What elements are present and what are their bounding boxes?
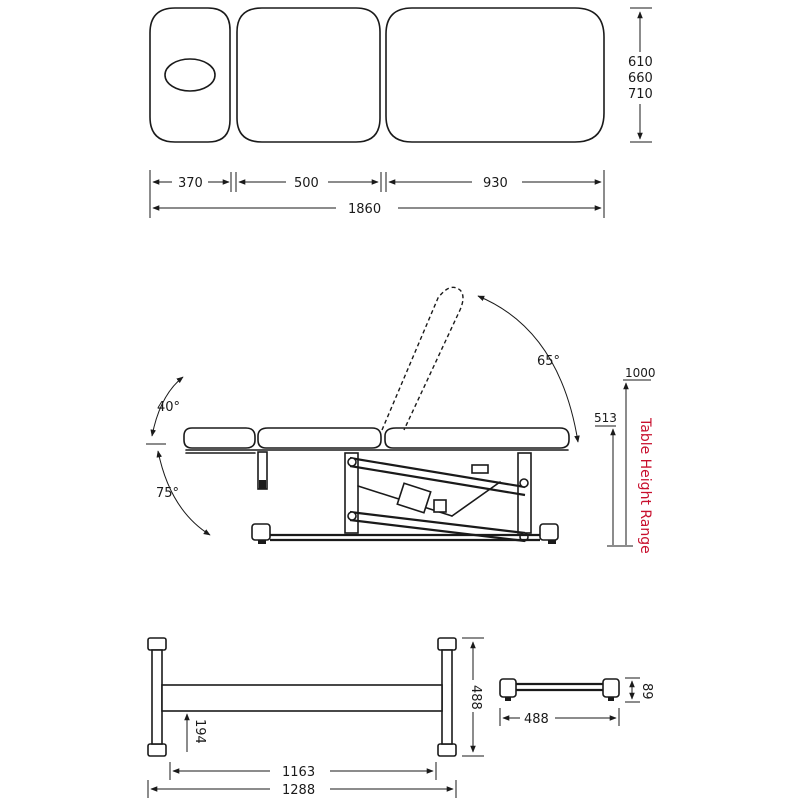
top-view <box>150 8 653 218</box>
height-range-label: Table Height Range <box>637 418 653 554</box>
angle-head-down: 75° <box>156 486 180 501</box>
width-label-660: 660 <box>628 71 653 86</box>
end-width: 488 <box>524 712 549 727</box>
base-length-outer: 1288 <box>282 783 316 798</box>
end-view <box>500 678 654 727</box>
middle-section <box>237 8 380 142</box>
face-hole <box>165 59 215 91</box>
base-length-inner: 1163 <box>282 765 316 780</box>
height-max: 1000 <box>625 366 656 380</box>
length-mid: 500 <box>294 176 319 191</box>
length-total: 1860 <box>348 202 382 217</box>
backrest-raised-outline <box>382 287 463 430</box>
end-height: 89 <box>639 683 654 700</box>
angle-backrest: 65° <box>537 354 561 369</box>
width-label-610: 610 <box>628 55 653 70</box>
foot-height: 194 <box>192 719 207 744</box>
head-cushion <box>184 428 255 448</box>
mid-cushion <box>258 428 381 448</box>
angle-head-up: 40° <box>157 400 181 415</box>
back-cushion <box>385 428 569 448</box>
height-min: 513 <box>594 411 617 425</box>
back-section <box>386 8 604 142</box>
length-back: 930 <box>483 176 508 191</box>
base-depth: 488 <box>468 685 483 710</box>
side-view <box>146 287 656 553</box>
base-view <box>148 638 484 798</box>
head-section <box>150 8 230 142</box>
length-head: 370 <box>178 176 203 191</box>
width-label-710: 710 <box>628 87 653 102</box>
